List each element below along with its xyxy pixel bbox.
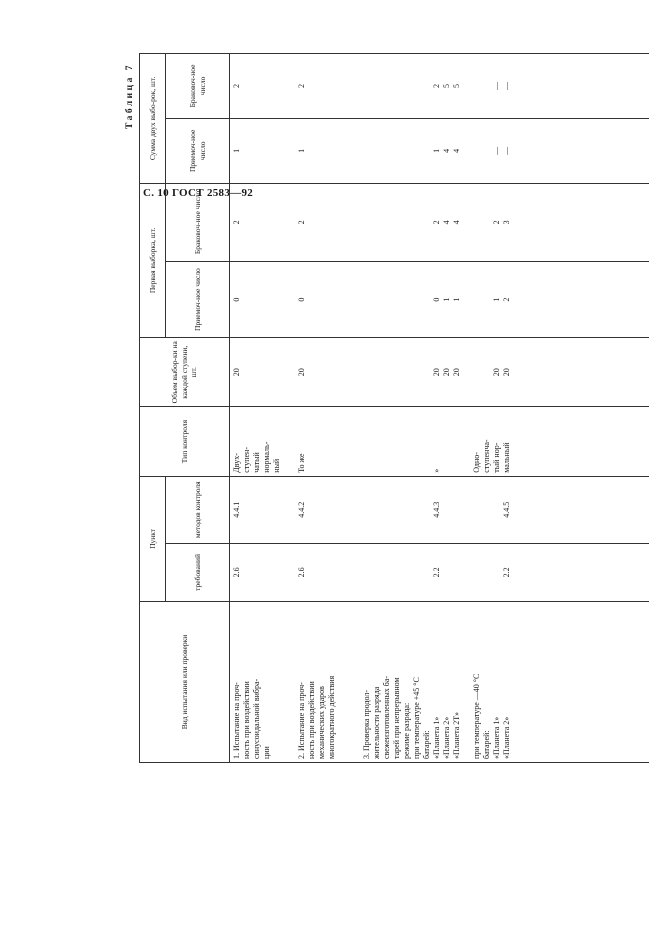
cell-line: 20 <box>502 368 512 377</box>
requirements-cell <box>295 543 360 601</box>
cell-line <box>382 265 392 334</box>
col-test-type: Вид испытания или проверки <box>140 601 230 762</box>
cell-line: синусоидальной вибра- <box>252 678 261 759</box>
cell-line: 4.4.3 <box>432 501 442 518</box>
cell-line: «Планета 2» <box>502 716 512 759</box>
cell-line: 4 <box>452 220 462 225</box>
cell-line <box>462 547 472 598</box>
cell-line <box>382 122 392 180</box>
cell-line <box>422 265 432 334</box>
cell-line <box>362 341 372 403</box>
cell-line <box>422 341 432 403</box>
cell-line <box>422 57 432 115</box>
cell-line: «Планета 2» <box>442 716 452 759</box>
cell-line <box>382 57 392 115</box>
cell-line <box>382 410 392 472</box>
cell-line: ступенча- <box>482 439 492 473</box>
cell-line <box>392 480 402 540</box>
cell-line: механических ударов <box>316 686 326 759</box>
cell-line: 20 <box>296 368 306 377</box>
first-reject-cell <box>295 183 360 261</box>
sum-accept-cell <box>230 118 295 183</box>
col-sum-samples: Сумма двух выбо-рок, шт. <box>140 54 166 184</box>
sum-reject-cell <box>360 54 649 119</box>
cell-line: «Планета 1» <box>432 716 442 759</box>
cell-line <box>382 547 392 598</box>
cell-line <box>472 547 482 598</box>
cell-line <box>472 187 482 258</box>
cell-line <box>362 265 372 334</box>
cell-line <box>462 410 472 472</box>
cell-line <box>462 265 472 334</box>
cell-line <box>372 547 382 598</box>
cell-line: многократного действия <box>326 675 336 759</box>
cell-line: 20 <box>452 368 462 377</box>
methods-cell <box>230 476 295 543</box>
cell-line: То же <box>296 453 306 473</box>
cell-line <box>412 57 422 115</box>
cell-line <box>412 341 422 403</box>
cell-line <box>382 480 392 540</box>
cell-line: 0 <box>232 297 241 302</box>
sum-reject-cell <box>230 54 295 119</box>
cell-line <box>402 122 412 180</box>
col-sample-size: Объем выбор-ки на каждой ступени, шт. <box>140 338 230 407</box>
cell-line: 1 <box>452 297 462 302</box>
cell-line <box>452 547 462 598</box>
cell-line <box>392 187 402 258</box>
cell-line: 2 <box>432 83 442 88</box>
cell-line <box>402 187 412 258</box>
cell-line <box>362 410 372 472</box>
cell-line <box>402 57 412 115</box>
col-requirements: требований <box>166 543 230 601</box>
cell-line <box>472 480 482 540</box>
control-type-cell <box>295 407 360 476</box>
col-control-type: Тип контроля <box>140 407 230 476</box>
cell-line: 4.4.2 <box>296 501 306 518</box>
cell-line: 1 <box>442 297 452 302</box>
cell-line: 20 <box>442 368 452 377</box>
col-first-reject: Браковоч-ное число <box>166 183 230 261</box>
cell-line <box>382 187 392 258</box>
rotated-table-block <box>125 53 649 763</box>
cell-line: 4.4.1 <box>232 501 241 518</box>
table-row <box>295 54 360 763</box>
cell-line: 1 <box>432 148 442 153</box>
col-clause-group: Пункт <box>140 476 166 601</box>
cell-line: 2 <box>296 83 306 88</box>
cell-line <box>372 57 382 115</box>
cell-line <box>412 547 422 598</box>
col-sum-accept: Приемоч-ное число <box>166 118 230 183</box>
cell-line: ность при воздействии <box>306 681 316 759</box>
sample-size-cell <box>360 338 649 407</box>
cell-line: — <box>492 81 502 90</box>
cell-line <box>482 547 492 598</box>
cell-line <box>422 547 432 598</box>
cell-line: батарей: <box>422 730 432 759</box>
sum-accept-cell <box>360 118 649 183</box>
cell-line <box>462 605 472 759</box>
cell-line <box>422 122 432 180</box>
cell-line <box>492 480 502 540</box>
col-first-sample: Первая выборка, шт. <box>140 183 166 337</box>
first-reject-cell <box>230 183 295 261</box>
cell-line: 20 <box>432 368 442 377</box>
cell-line <box>472 57 482 115</box>
cell-line: 4 <box>442 220 452 225</box>
cell-line <box>392 547 402 598</box>
cell-line: 4 <box>442 148 452 153</box>
first-accept-cell <box>295 262 360 338</box>
cell-line <box>402 265 412 334</box>
cell-line: 0 <box>432 297 442 302</box>
table-row <box>230 54 295 763</box>
cell-line: 0 <box>296 297 306 302</box>
cell-line <box>372 410 382 472</box>
cell-line <box>492 547 502 598</box>
cell-line <box>442 480 452 540</box>
cell-line: тый нор- <box>492 442 502 473</box>
cell-line: «Планета 2Т» <box>452 712 462 759</box>
results-table <box>139 53 649 763</box>
cell-line <box>402 547 412 598</box>
cell-line <box>452 480 462 540</box>
cell-line: тарей при непрерывном <box>392 677 402 759</box>
cell-line: ность при воздействии <box>242 681 251 759</box>
cell-line: 1 <box>492 297 502 302</box>
cell-line: 2.2 <box>502 567 512 578</box>
requirements-cell <box>360 543 649 601</box>
cell-line: 2 <box>232 220 241 225</box>
cell-line: Двух- <box>232 453 241 473</box>
cell-line <box>472 265 482 334</box>
cell-line <box>372 480 382 540</box>
cell-line: 2.6 <box>296 567 306 578</box>
cell-line <box>442 547 452 598</box>
requirements-cell <box>230 543 295 601</box>
cell-line <box>402 341 412 403</box>
cell-line <box>372 341 382 403</box>
cell-line <box>472 341 482 403</box>
test-cell <box>230 601 295 762</box>
cell-line <box>462 341 472 403</box>
col-sum-reject: Браковоч-ное число <box>166 54 230 119</box>
cell-line <box>362 122 372 180</box>
cell-line: «Планета 1» <box>492 716 502 759</box>
cell-line: 2 <box>432 220 442 225</box>
first-accept-cell <box>230 262 295 338</box>
cell-line: 2 <box>502 297 512 302</box>
cell-line <box>372 122 382 180</box>
cell-line <box>482 122 492 180</box>
cell-line <box>402 410 412 472</box>
cell-line <box>382 341 392 403</box>
cell-line <box>392 410 402 472</box>
cell-line <box>482 265 492 334</box>
test-cell <box>295 601 360 762</box>
cell-line: 2 <box>492 220 502 225</box>
cell-line: батарей: <box>482 730 492 759</box>
cell-line <box>412 410 422 472</box>
sum-reject-cell <box>295 54 360 119</box>
cell-line <box>462 122 472 180</box>
cell-line <box>362 57 372 115</box>
cell-line <box>462 480 472 540</box>
methods-cell <box>295 476 360 543</box>
cell-line: 4.4.5 <box>502 501 512 518</box>
cell-line <box>482 187 492 258</box>
cell-line: 2. Испытание на проч- <box>296 682 306 759</box>
cell-line <box>422 187 432 258</box>
table-row <box>360 54 649 763</box>
cell-line: 2 <box>232 83 241 88</box>
col-first-accept: Приемоч-ное число <box>166 262 230 338</box>
cell-line: 1 <box>232 148 241 153</box>
cell-line: ступен- <box>242 447 251 473</box>
test-cell <box>360 601 649 762</box>
cell-line: 2.2 <box>432 567 442 578</box>
cell-line: 5 <box>442 83 452 88</box>
cell-line: свежеизготовленных ба- <box>382 675 392 759</box>
cell-line: при температуре +45 °С <box>412 677 422 759</box>
methods-cell <box>360 476 649 543</box>
cell-line <box>392 57 402 115</box>
cell-line <box>392 265 402 334</box>
cell-line: нормаль- <box>262 441 271 473</box>
cell-line <box>472 122 482 180</box>
cell-line <box>362 547 372 598</box>
cell-line: мальный <box>502 442 512 473</box>
cell-line <box>402 480 412 540</box>
first-reject-cell <box>360 183 649 261</box>
cell-line <box>412 122 422 180</box>
cell-line: при температуре —40 °С <box>472 673 482 759</box>
page-header: С. 10 ГОСТ 2583—92 <box>143 187 254 199</box>
cell-line <box>442 410 452 472</box>
cell-line <box>482 341 492 403</box>
cell-line: 2 <box>296 220 306 225</box>
cell-line <box>362 187 372 258</box>
table-title: Таблица 7 <box>125 63 135 130</box>
cell-line: 1. Испытание на проч- <box>232 682 241 759</box>
first-accept-cell <box>360 262 649 338</box>
col-methods: методов контроля <box>166 476 230 543</box>
cell-line: режиме разряда: <box>402 702 412 759</box>
control-type-cell <box>230 407 295 476</box>
cell-line: 3. Проверка продол- <box>362 689 372 759</box>
cell-line: Одно- <box>472 452 482 473</box>
cell-line <box>482 57 492 115</box>
cell-line: — <box>502 81 512 90</box>
cell-line <box>412 187 422 258</box>
cell-line: 20 <box>492 368 502 377</box>
cell-line <box>362 480 372 540</box>
sample-size-cell <box>295 338 360 407</box>
cell-line <box>422 410 432 472</box>
cell-line <box>372 265 382 334</box>
cell-line <box>372 187 382 258</box>
cell-line: — <box>492 146 502 155</box>
cell-line: — <box>502 146 512 155</box>
cell-line: 20 <box>232 368 241 377</box>
cell-line <box>462 57 472 115</box>
cell-line <box>412 265 422 334</box>
cell-line <box>392 341 402 403</box>
cell-line <box>392 122 402 180</box>
cell-line: жительности разряда <box>372 686 382 759</box>
cell-line <box>412 480 422 540</box>
cell-line: 1 <box>296 148 306 153</box>
cell-line <box>482 480 492 540</box>
sample-size-cell <box>230 338 295 407</box>
cell-line: чатый <box>252 452 261 473</box>
cell-line: ный <box>272 458 281 473</box>
cell-line <box>462 187 472 258</box>
cell-line <box>452 410 462 472</box>
cell-line: 4 <box>452 148 462 153</box>
cell-line: 3 <box>502 220 512 225</box>
cell-line: 5 <box>452 83 462 88</box>
cell-line <box>422 480 432 540</box>
cell-line: » <box>432 468 442 473</box>
control-type-cell <box>360 407 649 476</box>
sum-accept-cell <box>295 118 360 183</box>
cell-line: 2.6 <box>232 567 241 578</box>
cell-line: ции <box>262 746 271 759</box>
